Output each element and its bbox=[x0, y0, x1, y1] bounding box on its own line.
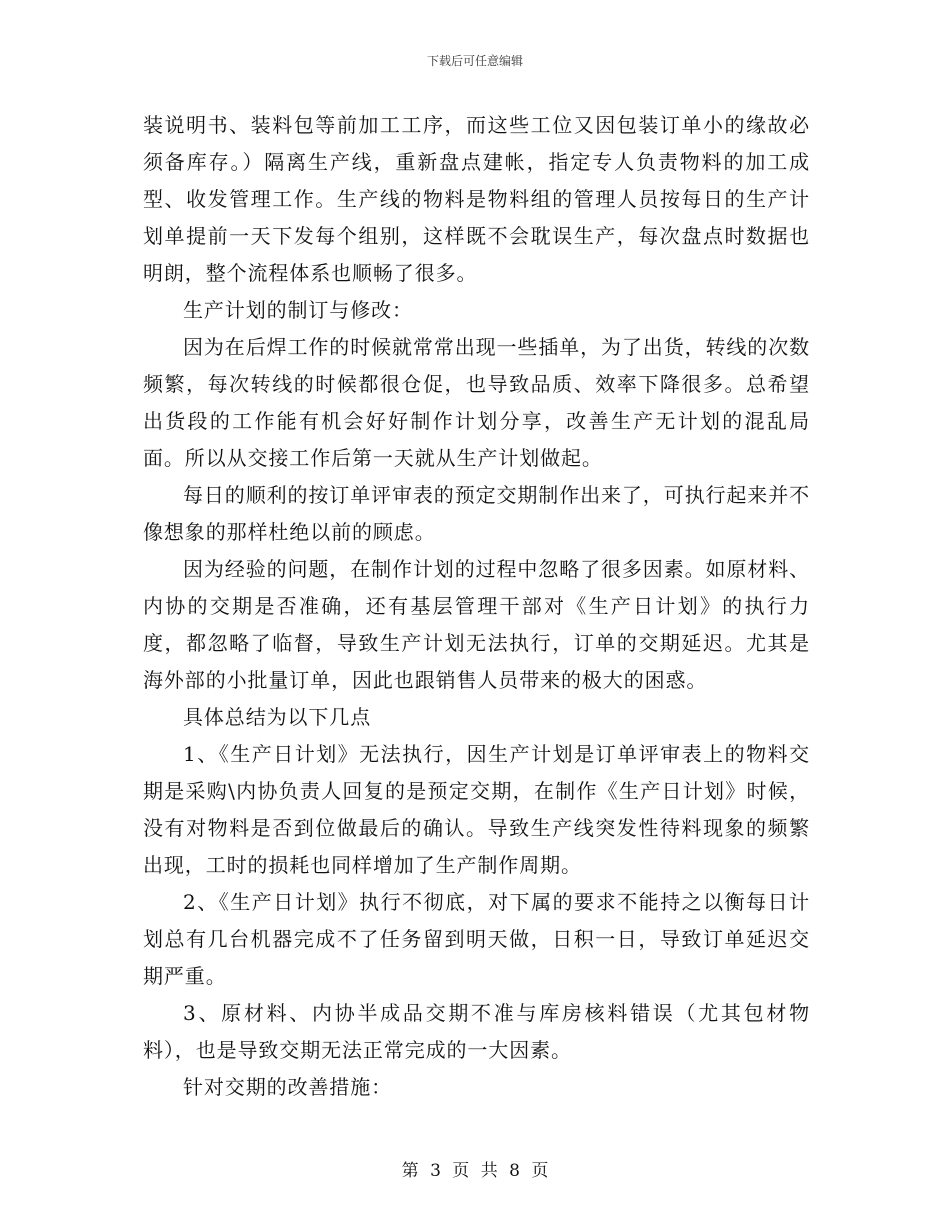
paragraph: 每日的顺利的按订单评审表的预定交期制作出来了，可执行起来并不像想象的那样杜绝以前的顾虑。 bbox=[143, 483, 810, 544]
page-header: 下载后可任意编辑 bbox=[426, 54, 523, 68]
document-body bbox=[143, 107, 810, 1106]
section-heading-production-plan: 生产计划的制订与修改： bbox=[183, 298, 413, 322]
summary-heading: 具体总结为以下几点 bbox=[183, 705, 372, 729]
list-item-1: 1、《生产日计划》无法执行，因生产计划是订单评审表上的物料交期是采购\内协负责人回复的是预定交期，在制作《生产日计划》时候，没有对物料是否到位做最后的确认。导致生产线突发性待料现象的频繁出现，工时的损耗也同样增加了生产制作周期。 bbox=[143, 742, 810, 877]
page-number-footer: 第 3 页 共 8 页 bbox=[401, 1161, 549, 1181]
list-item-2: 2、《生产日计划》执行不彻底，对下属的要求不能持之以衡每日计划总有几台机器完成不了任务留到明天做，日积一日，导致订单延迟交期严重。 bbox=[143, 890, 810, 988]
paragraph: 因为在后焊工作的时候就常常出现一些插单，为了出货，转线的次数频繁，每次转线的时候都很仓促，也导致品质、效率下降很多。总希望出货段的工作能有机会好好制作计划分享，改善生产无计划的混乱局面。所以从交接工作后第一天就从生产计划做起。 bbox=[143, 335, 810, 470]
paragraph-continuation: 装说明书、装料包等前加工工序，而这些工位又因包装订单小的缘故必须备库存。）隔离生产线，重新盘点建帐，指定专人负责物料的加工成型、收发管理工作。生产线的物料是物料组的管理人员按每日的生产计划单提前一天下发每个组别，这样既不会耽误生产，每次盘点时数据也明朗，整个流程体系也顺畅了很多。 bbox=[143, 113, 810, 285]
paragraph: 因为经验的问题，在制作计划的过程中忽略了很多因素。如原材料、内协的交期是否准确，还有基层管理干部对《生产日计划》的执行力度，都忽略了临督，导致生产计划无法执行，订单的交期延迟。尤其是海外部的小批量订单，因此也跟销售人员带来的极大的困惑。 bbox=[143, 557, 810, 692]
section-heading-improvement: 针对交期的改善措施： bbox=[183, 1075, 392, 1099]
list-item-3: 3、原材料、内协半成品交期不准与库房核料错误（尤其包材物料），也是导致交期无法正常完成的一大因素。 bbox=[143, 1001, 810, 1062]
